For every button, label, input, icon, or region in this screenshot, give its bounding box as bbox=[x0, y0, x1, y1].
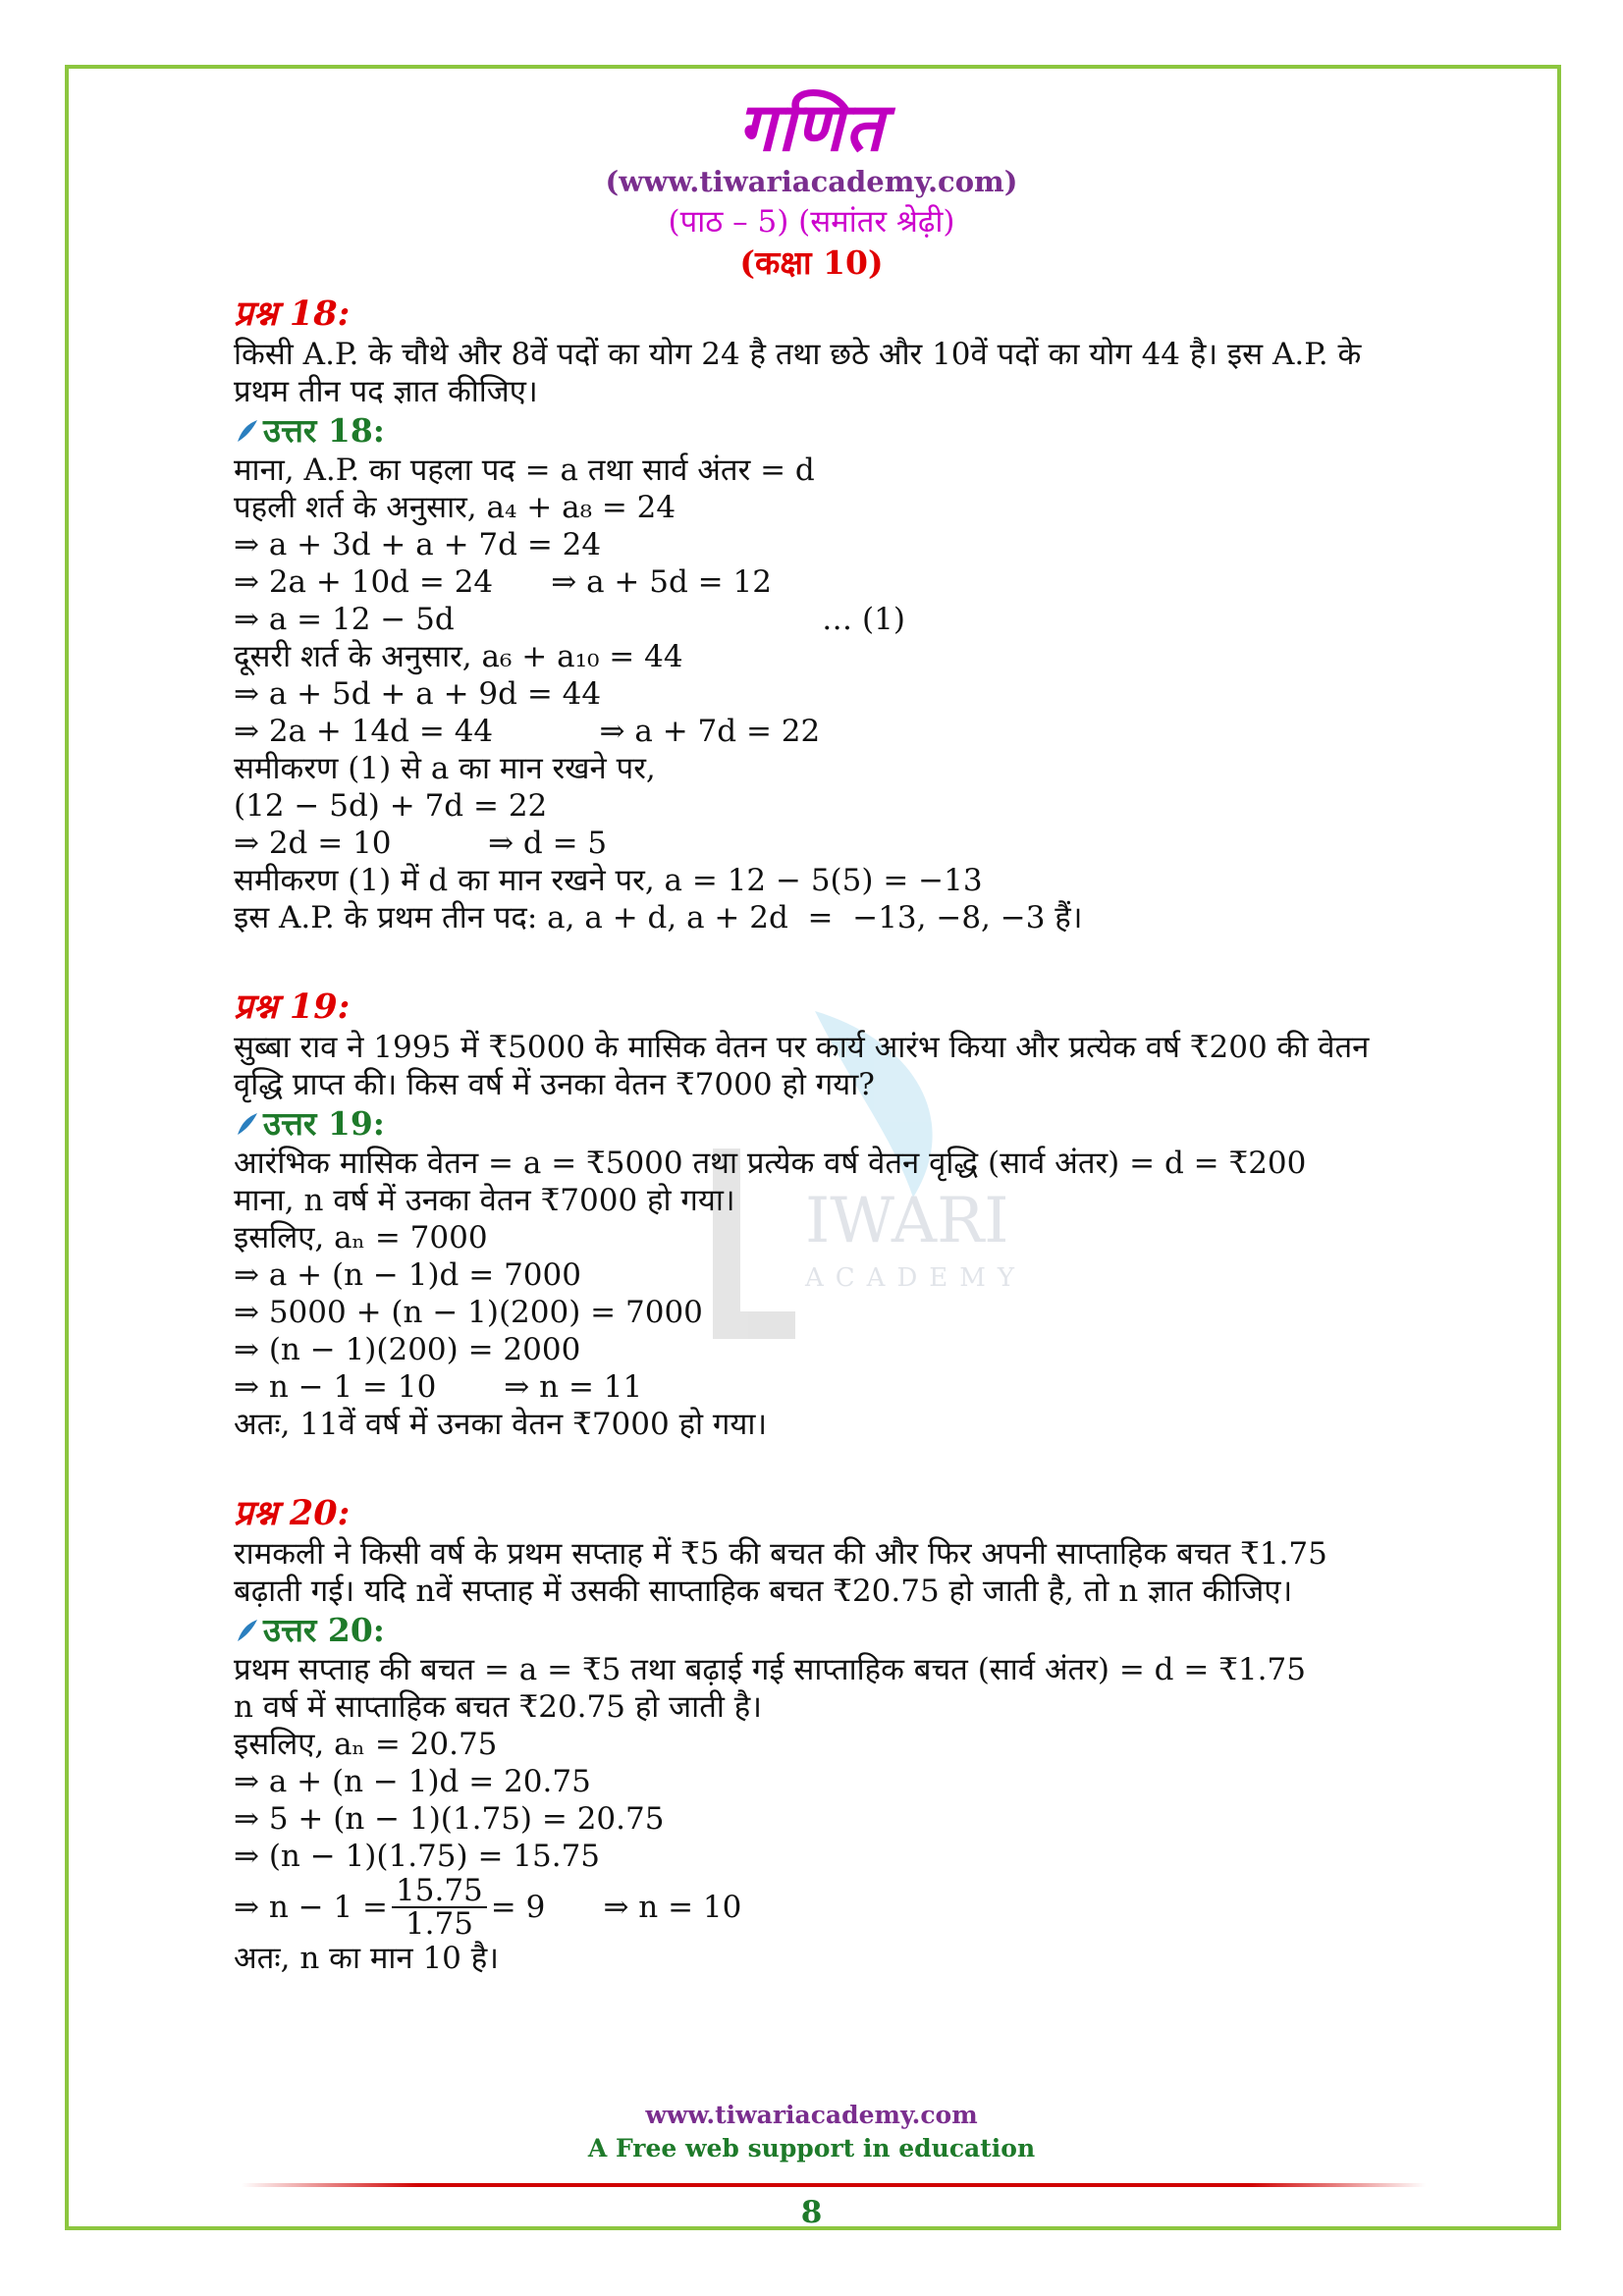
step-line: ⇒ a + 5d + a + 9d = 44 bbox=[234, 676, 602, 712]
answer-20-steps bbox=[234, 1651, 1392, 1977]
content bbox=[234, 283, 1392, 1977]
step-line: इसलिए, aₙ = 7000 bbox=[234, 1220, 488, 1255]
header-chapter: (पाठ – 5) (समांतर श्रेढ़ी) bbox=[668, 204, 955, 240]
step-line: ⇒ a + (n − 1)d = 20.75 bbox=[234, 1764, 591, 1799]
step-line: अतः, 11वें वर्ष में उनका वेतन ₹7000 हो गया। bbox=[234, 1407, 768, 1442]
step-line: ⇒ n − 1 = 10 ⇒ n = 11 bbox=[234, 1369, 643, 1405]
step-line: इस A.P. के प्रथम तीन पद: a, a + d, a + 2d = −13, −8, −3 हैं। bbox=[234, 900, 1083, 935]
step-line: माना, n वर्ष में उनका वेतन ₹7000 हो गया। bbox=[234, 1183, 735, 1218]
fraction bbox=[392, 1875, 487, 1940]
step-line: दूसरी शर्त के अनुसार, a₆ + a₁₀ = 44 bbox=[234, 639, 683, 674]
fraction-step bbox=[234, 1875, 1392, 1940]
step-line: ⇒ a + 3d + a + 7d = 24 bbox=[234, 527, 602, 562]
step-line: (12 − 5d) + 7d = 22 bbox=[234, 788, 548, 824]
answer-18-steps bbox=[234, 452, 1392, 936]
step-line: ⇒ 5 + (n − 1)(1.75) = 20.75 bbox=[234, 1801, 665, 1837]
step-line: ⇒ (n − 1)(1.75) = 15.75 bbox=[234, 1839, 601, 1874]
question-19-text: सुब्बा राव ने 1995 में ₹5000 के मासिक वेतन पर कार्य आरंभ किया और प्रत्येक वर्ष ₹200 की वेतन वृद्धि प्राप्त की। किस वर्ष में उनका वेतन ₹7000 हो गया? bbox=[234, 1030, 1370, 1102]
header-site: (www.tiwariacademy.com) bbox=[605, 165, 1018, 198]
step-line: ⇒ (n − 1)(200) = 2000 bbox=[234, 1332, 581, 1367]
feather-icon bbox=[234, 1618, 259, 1643]
answer-20-label: उत्तर 20: bbox=[263, 1611, 385, 1649]
answer-20-heading bbox=[234, 1610, 1392, 1651]
fraction-prefix: ⇒ n − 1 = bbox=[234, 1890, 389, 1925]
answer-19-heading bbox=[234, 1103, 1392, 1145]
fraction-numerator: 15.75 bbox=[392, 1875, 487, 1908]
step-line: माना, A.P. का पहला पद = a तथा सार्व अंतर = d bbox=[234, 453, 815, 488]
header-class: (कक्षा 10) bbox=[739, 243, 884, 282]
step-line: n वर्ष में साप्ताहिक बचत ₹20.75 हो जाती है। bbox=[234, 1689, 762, 1725]
step-line: ⇒ 5000 + (n − 1)(200) = 7000 bbox=[234, 1295, 703, 1330]
footer-tagline: A Free web support in education bbox=[587, 2134, 1036, 2163]
step-line: समीकरण (1) से a का मान रखने पर, bbox=[234, 751, 656, 786]
feather-icon bbox=[234, 1111, 259, 1137]
fraction-suffix: = 9 ⇒ n = 10 bbox=[490, 1890, 742, 1925]
feather-icon bbox=[234, 418, 259, 444]
answer-19-steps bbox=[234, 1145, 1392, 1443]
step-line: आरंभिक मासिक वेतन = a = ₹5000 तथा प्रत्येक वर्ष वेतन वृद्धि (सार्व अंतर) = d = ₹200 bbox=[234, 1146, 1307, 1181]
question-20-heading: प्रश्न 20: bbox=[234, 1493, 351, 1533]
footer-site: www.tiwariacademy.com bbox=[645, 2101, 978, 2129]
conclusion-line: अतः, n का मान 10 है। bbox=[234, 1941, 499, 1976]
step-line: ⇒ 2a + 10d = 24 ⇒ a + 5d = 12 bbox=[234, 564, 772, 600]
footer-divider bbox=[242, 2183, 1426, 2187]
watermark-subtext: ACADEMY bbox=[805, 1263, 1027, 1293]
answer-19-label: उत्तर 19: bbox=[263, 1104, 385, 1143]
question-18-heading: प्रश्न 18: bbox=[234, 294, 351, 334]
fraction-denominator: 1.75 bbox=[405, 1906, 473, 1942]
answer-18-heading bbox=[234, 410, 1392, 452]
step-line: पहली शर्त के अनुसार, a₄ + a₈ = 24 bbox=[234, 490, 676, 525]
step-line: ⇒ 2d = 10 ⇒ d = 5 bbox=[234, 826, 608, 861]
step-line: समीकरण (1) में d का मान रखने पर, a = 12 − 5(5) = −13 bbox=[234, 863, 983, 898]
step-line: ⇒ a = 12 − 5d … (1) bbox=[234, 602, 905, 637]
question-19-heading: प्रश्न 19: bbox=[234, 987, 351, 1027]
page-number: 8 bbox=[800, 2195, 823, 2230]
step-line: ⇒ 2a + 14d = 44 ⇒ a + 7d = 22 bbox=[234, 714, 821, 749]
question-18-text: किसी A.P. के चौथे और 8वें पदों का योग 24 है तथा छठे और 10वें पदों का योग 44 है। इस A.P. के प्रथम तीन पद ज्ञात कीजिए। bbox=[234, 337, 1362, 409]
answer-18-label: उत्तर 18: bbox=[263, 411, 385, 450]
question-20-text: रामकली ने किसी वर्ष के प्रथम सप्ताह में ₹5 की बचत की और फिर अपनी साप्ताहिक बचत ₹1.75 बढ़ाती गई। यदि nवें सप्ताह में उसकी साप्ताहिक बचत ₹20.75 हो जाती है, तो n ज्ञात कीजिए। bbox=[234, 1536, 1327, 1609]
step-line: प्रथम सप्ताह की बचत = a = ₹5 तथा बढ़ाई गई साप्ताहिक बचत (सार्व अंतर) = d = ₹1.75 bbox=[234, 1652, 1306, 1687]
page-title: गणित bbox=[737, 88, 886, 167]
step-line: ⇒ a + (n − 1)d = 7000 bbox=[234, 1257, 581, 1293]
step-line: इसलिए, aₙ = 20.75 bbox=[234, 1727, 498, 1762]
watermark-text: IWARI bbox=[805, 1185, 1009, 1257]
